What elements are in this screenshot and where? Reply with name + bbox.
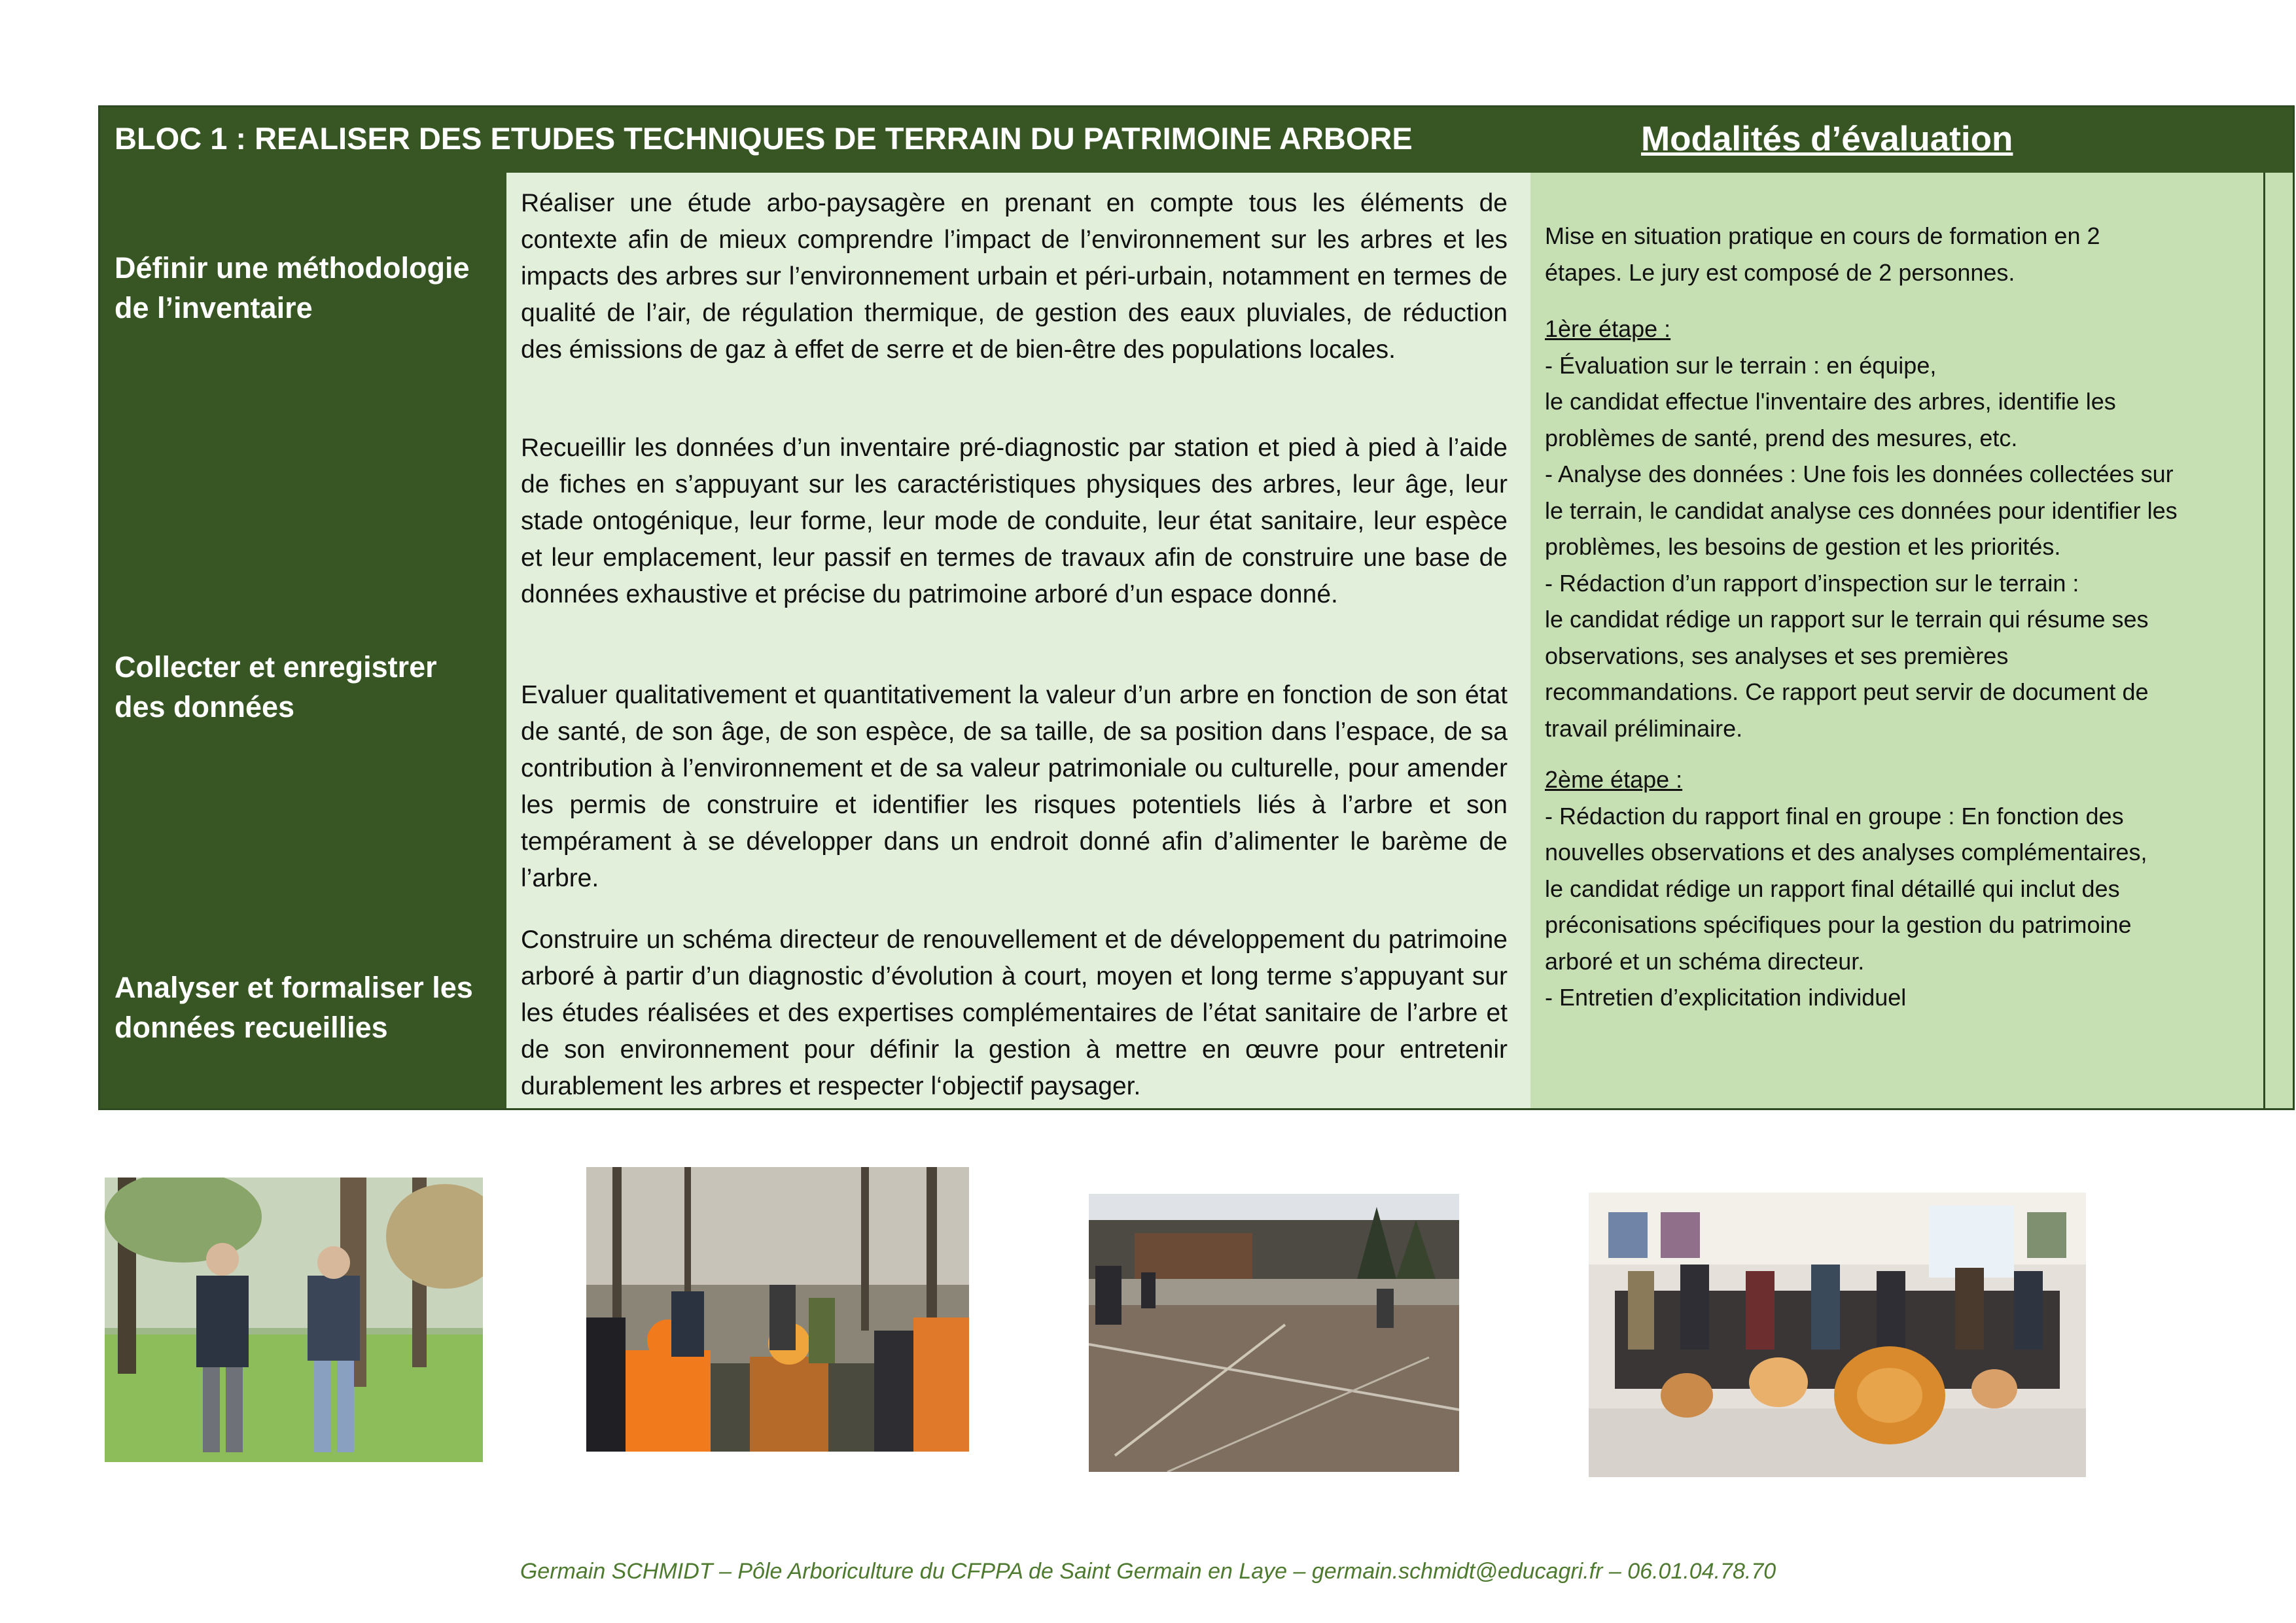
step1-line: problèmes de santé, prend des mesures, etc. — [1545, 424, 2018, 451]
step1-line: - Analyse des données : Une fois les données collectées sur — [1545, 461, 2174, 487]
activity-paragraph: Réaliser une étude arbo-paysagère en prenant en compte tous les éléments de contexte afin de mieux comprendre l’impact de l’environnement sur les arbres et les impacts des arbres sur l’environnement urbain et péri-urbain, notamment en termes de qualité de l’air, de régulation thermique, de gestion des eaux pluviales, de réduction des émissions de gaz à effet de serre et de bien-être des populations locales. — [521, 189, 1508, 364]
activity-paragraph: Construire un schéma directeur de renouvellement et de développement du patrimoine arboré à partir d’un diagnostic d’évolution à court, moyen et long terme s’appuyant sur les études réalisées et des expertises complémentaires de l’état sanitaire de l’arbre et de son environnement pour définir la gestion à mettre en œuvre pour entretenir durablement les arbres et respecter l‘objectif paysager. — [521, 926, 1508, 1100]
skill-collect-data: Collecter et enregistrer des données — [115, 650, 437, 724]
photo-worksite — [1089, 1194, 1459, 1472]
step2-line: - Entretien d’explicitation individuel — [1545, 984, 1907, 1011]
step1-title: 1ère étape : — [1545, 315, 1671, 342]
table-right-edge — [2263, 173, 2293, 1108]
activities-column — [506, 173, 1517, 1108]
step1-line: recommandations. Ce rapport peut servir de document de — [1545, 678, 2149, 705]
step1-line: observations, ses analyses et ses premières — [1545, 642, 2009, 669]
step2-title: 2ème étape : — [1545, 766, 1683, 793]
activity-paragraph: Evaluer qualitativement et quantitativement la valeur d’un arbre en fonction de son état de santé, de son âge, de son espèce, de sa taille, de sa position dans l’espace, de sa contribution à l’environnement et de sa valeur patrimoniale ou culturelle, pour amender les permis de construire et identifier les risques potentiels liés à l’arbre et son tempérament à se développer dans un endroit donné afin d’alimenter le barème de l’arbre. — [521, 681, 1508, 892]
step2-line: - Rédaction du rapport final en groupe : En fonction des — [1545, 802, 2124, 829]
step1-line: le terrain, le candidat analyse ces données pour identifier les — [1545, 497, 2178, 524]
table-header — [100, 107, 2293, 173]
footer-contact: Germain SCHMIDT – Pôle Arboriculture du CFPPA de Saint Germain en Laye – germain.schmidt@educagri.fr – 06.01.04.78.70 — [520, 1559, 1776, 1584]
step2-line: nouvelles observations et des analyses complémentaires, — [1545, 839, 2147, 865]
step2-line: le candidat rédige un rapport final détaillé qui inclut des — [1545, 875, 2120, 902]
step1-line: problèmes, les besoins de gestion et les priorités. — [1545, 533, 2061, 560]
photo-tree-measurement — [105, 1178, 483, 1462]
step2-line: arboré et un schéma directeur. — [1545, 947, 1865, 975]
evaluation-step2 — [1545, 761, 2252, 1016]
step1-line: - Évaluation sur le terrain : en équipe, — [1545, 351, 1937, 379]
skill-analyze-data: Analyser et formaliser les données recueillies — [115, 971, 473, 1044]
evaluation-intro-line: Mise en situation pratique en cours de formation en 2 — [1545, 222, 2100, 249]
competency-table — [98, 105, 2295, 1110]
bloc-title: BLOC 1 : REALISER DES ETUDES TECHNIQUES DE TERRAIN DU PATRIMOINE ARBORE — [115, 121, 1413, 156]
evaluation-intro-line: étapes. Le jury est composé de 2 personnes. — [1545, 258, 2015, 286]
evaluation-intro — [1545, 218, 2252, 290]
column-gap — [1517, 173, 1530, 1108]
photo-classroom-group — [1589, 1193, 2086, 1477]
step1-line: le candidat rédige un rapport sur le terrain qui résume ses — [1545, 606, 2149, 633]
activity-paragraph: Recueillir les données d’un inventaire pré-diagnostic par station et pied à pied à l’aide de fiches en s’appuyant sur les caractéristiques physiques des arbres, leur âge, leur stade ontogénique, leur forme, leur mode de conduite, leur état sanitaire, leur espèce et leur emplacement, leur passif en termes de travaux afin de construire une base de données exhaustive et précise du patrimoine arboré d’un espace donné. — [521, 434, 1508, 608]
evaluation-column — [1530, 173, 2263, 1108]
skills-column — [100, 173, 506, 1108]
photo-group-outdoors — [586, 1167, 969, 1452]
step2-line: préconisations spécifiques pour la gestion du patrimoine — [1545, 911, 2132, 938]
evaluation-heading: Modalités d’évaluation — [1641, 120, 2013, 158]
evaluation-step1 — [1545, 311, 2252, 746]
step1-line: travail préliminaire. — [1545, 714, 1743, 742]
step1-line: - Rédaction d’un rapport d’inspection sur le terrain : — [1545, 569, 2079, 597]
skill-methodology: Définir une méthodologie de l’inventaire — [115, 251, 470, 324]
step1-line: le candidat effectue l'inventaire des arbres, identifie les — [1545, 388, 2116, 415]
